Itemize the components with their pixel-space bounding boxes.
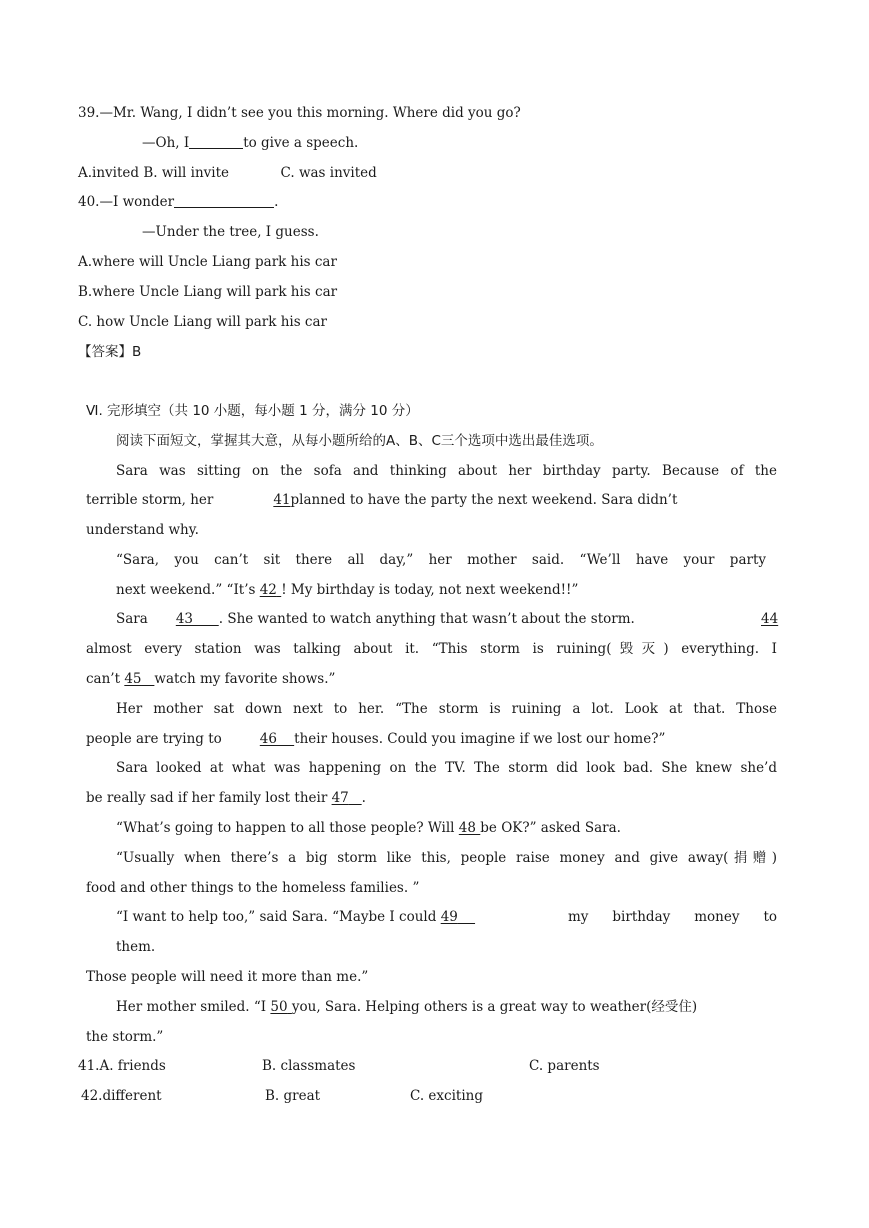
q40-option-c: C. how Uncle Liang will park his car [78, 314, 327, 330]
p9-line1-post: you, Sara. Helping others is a great way to weather(经受住) [291, 999, 698, 1015]
p9-line1 [116, 998, 697, 1016]
p4-line1: Her mother sat down next to her. “The storm is ruining a lot. Look at that. Those [116, 701, 777, 717]
p5-line2-pre: be really sad if her family lost their [86, 790, 328, 806]
blank-47: 47 [331, 790, 349, 806]
p5-line2 [86, 789, 366, 807]
q40-blank [174, 193, 274, 208]
p3-line3-post: watch my favorite shows.” [154, 671, 336, 687]
p7-line1: “Usually when there’s a big storm like this, people raise money and give away(捐赠) [116, 850, 777, 866]
q40-stem-post: . [274, 194, 279, 210]
p3-line3 [86, 670, 335, 688]
q42-option-a: 42.different [81, 1088, 162, 1104]
p8-line3: Those people will need it more than me.” [86, 969, 369, 985]
q39-blank [189, 134, 243, 149]
cloze-heading: Ⅵ. 完形填空（共 10 小题，每小题 1 分，满分 10 分） [86, 403, 419, 419]
blank-41: 41 [273, 492, 291, 508]
cloze-instruction: 阅读下面短文，掌握其大意，从每小题所给的A、B、C三个选项中选出最佳选项。 [116, 433, 603, 449]
blank-43: 43 [175, 611, 193, 627]
p4-line2-pre: people are trying to [86, 731, 222, 747]
p5-line2-post: . [361, 790, 366, 806]
p4-line2 [86, 730, 665, 748]
p3-line1-mid: . She wanted to watch anything that wasn’t about the storm. [218, 611, 635, 627]
p7-line2: food and other things to the homeless families. ” [86, 880, 420, 896]
p1-line2 [86, 491, 677, 509]
p2-line1: “Sara, you can’t sit there all day,” her mother said. “We’ll have your party [116, 552, 766, 568]
p3-line1-pre: Sara [116, 611, 148, 627]
q39-reply [142, 134, 358, 152]
p8-line1-pre: “I want to help too,” said Sara. “Maybe I could [116, 909, 437, 925]
p2-line2-post: ! My birthday is today, not next weekend!!” [281, 582, 579, 598]
p1-line3: understand why. [86, 522, 199, 538]
p3-line3-pre: can’t [86, 671, 121, 687]
p9-line2: the storm.” [86, 1029, 164, 1045]
q39-reply-pre: —Oh, I [142, 135, 190, 151]
q39-stem: 39.—Mr. Wang, I didn’t see you this morning. Where did you go? [78, 105, 521, 121]
q40-option-b: B.where Uncle Liang will park his car [78, 284, 338, 300]
q40-stem-pre: 40.—I wonder [78, 194, 175, 210]
blank-46: 46 [259, 731, 277, 747]
p3-line1 [116, 610, 635, 628]
p8-line2: them. [116, 939, 156, 955]
q40-option-a: A.where will Uncle Liang park his car [78, 254, 337, 270]
q40-reply: —Under the tree, I guess. [142, 224, 319, 240]
q42-option-b: B. great [265, 1088, 321, 1104]
p6-line1 [116, 819, 621, 837]
p1-line1: Sara was sitting on the sofa and thinking about her birthday party. Because of the [116, 463, 777, 479]
p6-line1-post: be OK?” asked Sara. [480, 820, 621, 836]
blank-44: 44 [761, 611, 779, 627]
q41-option-b: B. classmates [262, 1058, 356, 1074]
q41-option-a: 41.A. friends [78, 1058, 166, 1074]
q42-option-c: C. exciting [410, 1088, 483, 1104]
p1-line2-post: planned to have the party the next weekend. Sara didn’t [290, 492, 678, 508]
q41-option-c: C. parents [529, 1058, 600, 1074]
blank-45: 45 [124, 671, 142, 687]
p1-line2-pre: terrible storm, her [86, 492, 214, 508]
q40-answer: 【答案】B [78, 344, 142, 360]
blank-42: 42 [259, 582, 277, 598]
p8-line1-post: my birthday money to [568, 909, 777, 925]
p2-line2-pre: next weekend.” “It’s [116, 582, 256, 598]
p3-line2: almost every station was talking about it. “This storm is ruining(毁灭) everything. I [86, 641, 777, 657]
p5-line1: Sara looked at what was happening on the TV. The storm did look bad. She knew she’d [116, 760, 777, 776]
blank-49: 49 [440, 909, 458, 925]
q39-options: A.invited B. will invite C. was invited [78, 165, 377, 181]
p4-line2-post: their houses. Could you imagine if we lost our home?” [294, 731, 666, 747]
q39-reply-post: to give a speech. [243, 135, 359, 151]
q40-stem [78, 193, 278, 211]
p2-line2 [116, 581, 578, 599]
p9-line1-pre: Her mother smiled. “I [116, 999, 267, 1015]
p8-line1 [116, 908, 475, 926]
blank-48: 48 [458, 820, 476, 836]
p6-line1-pre: “What’s going to happen to all those people? Will [116, 820, 455, 836]
blank-50: 50 [270, 999, 288, 1015]
